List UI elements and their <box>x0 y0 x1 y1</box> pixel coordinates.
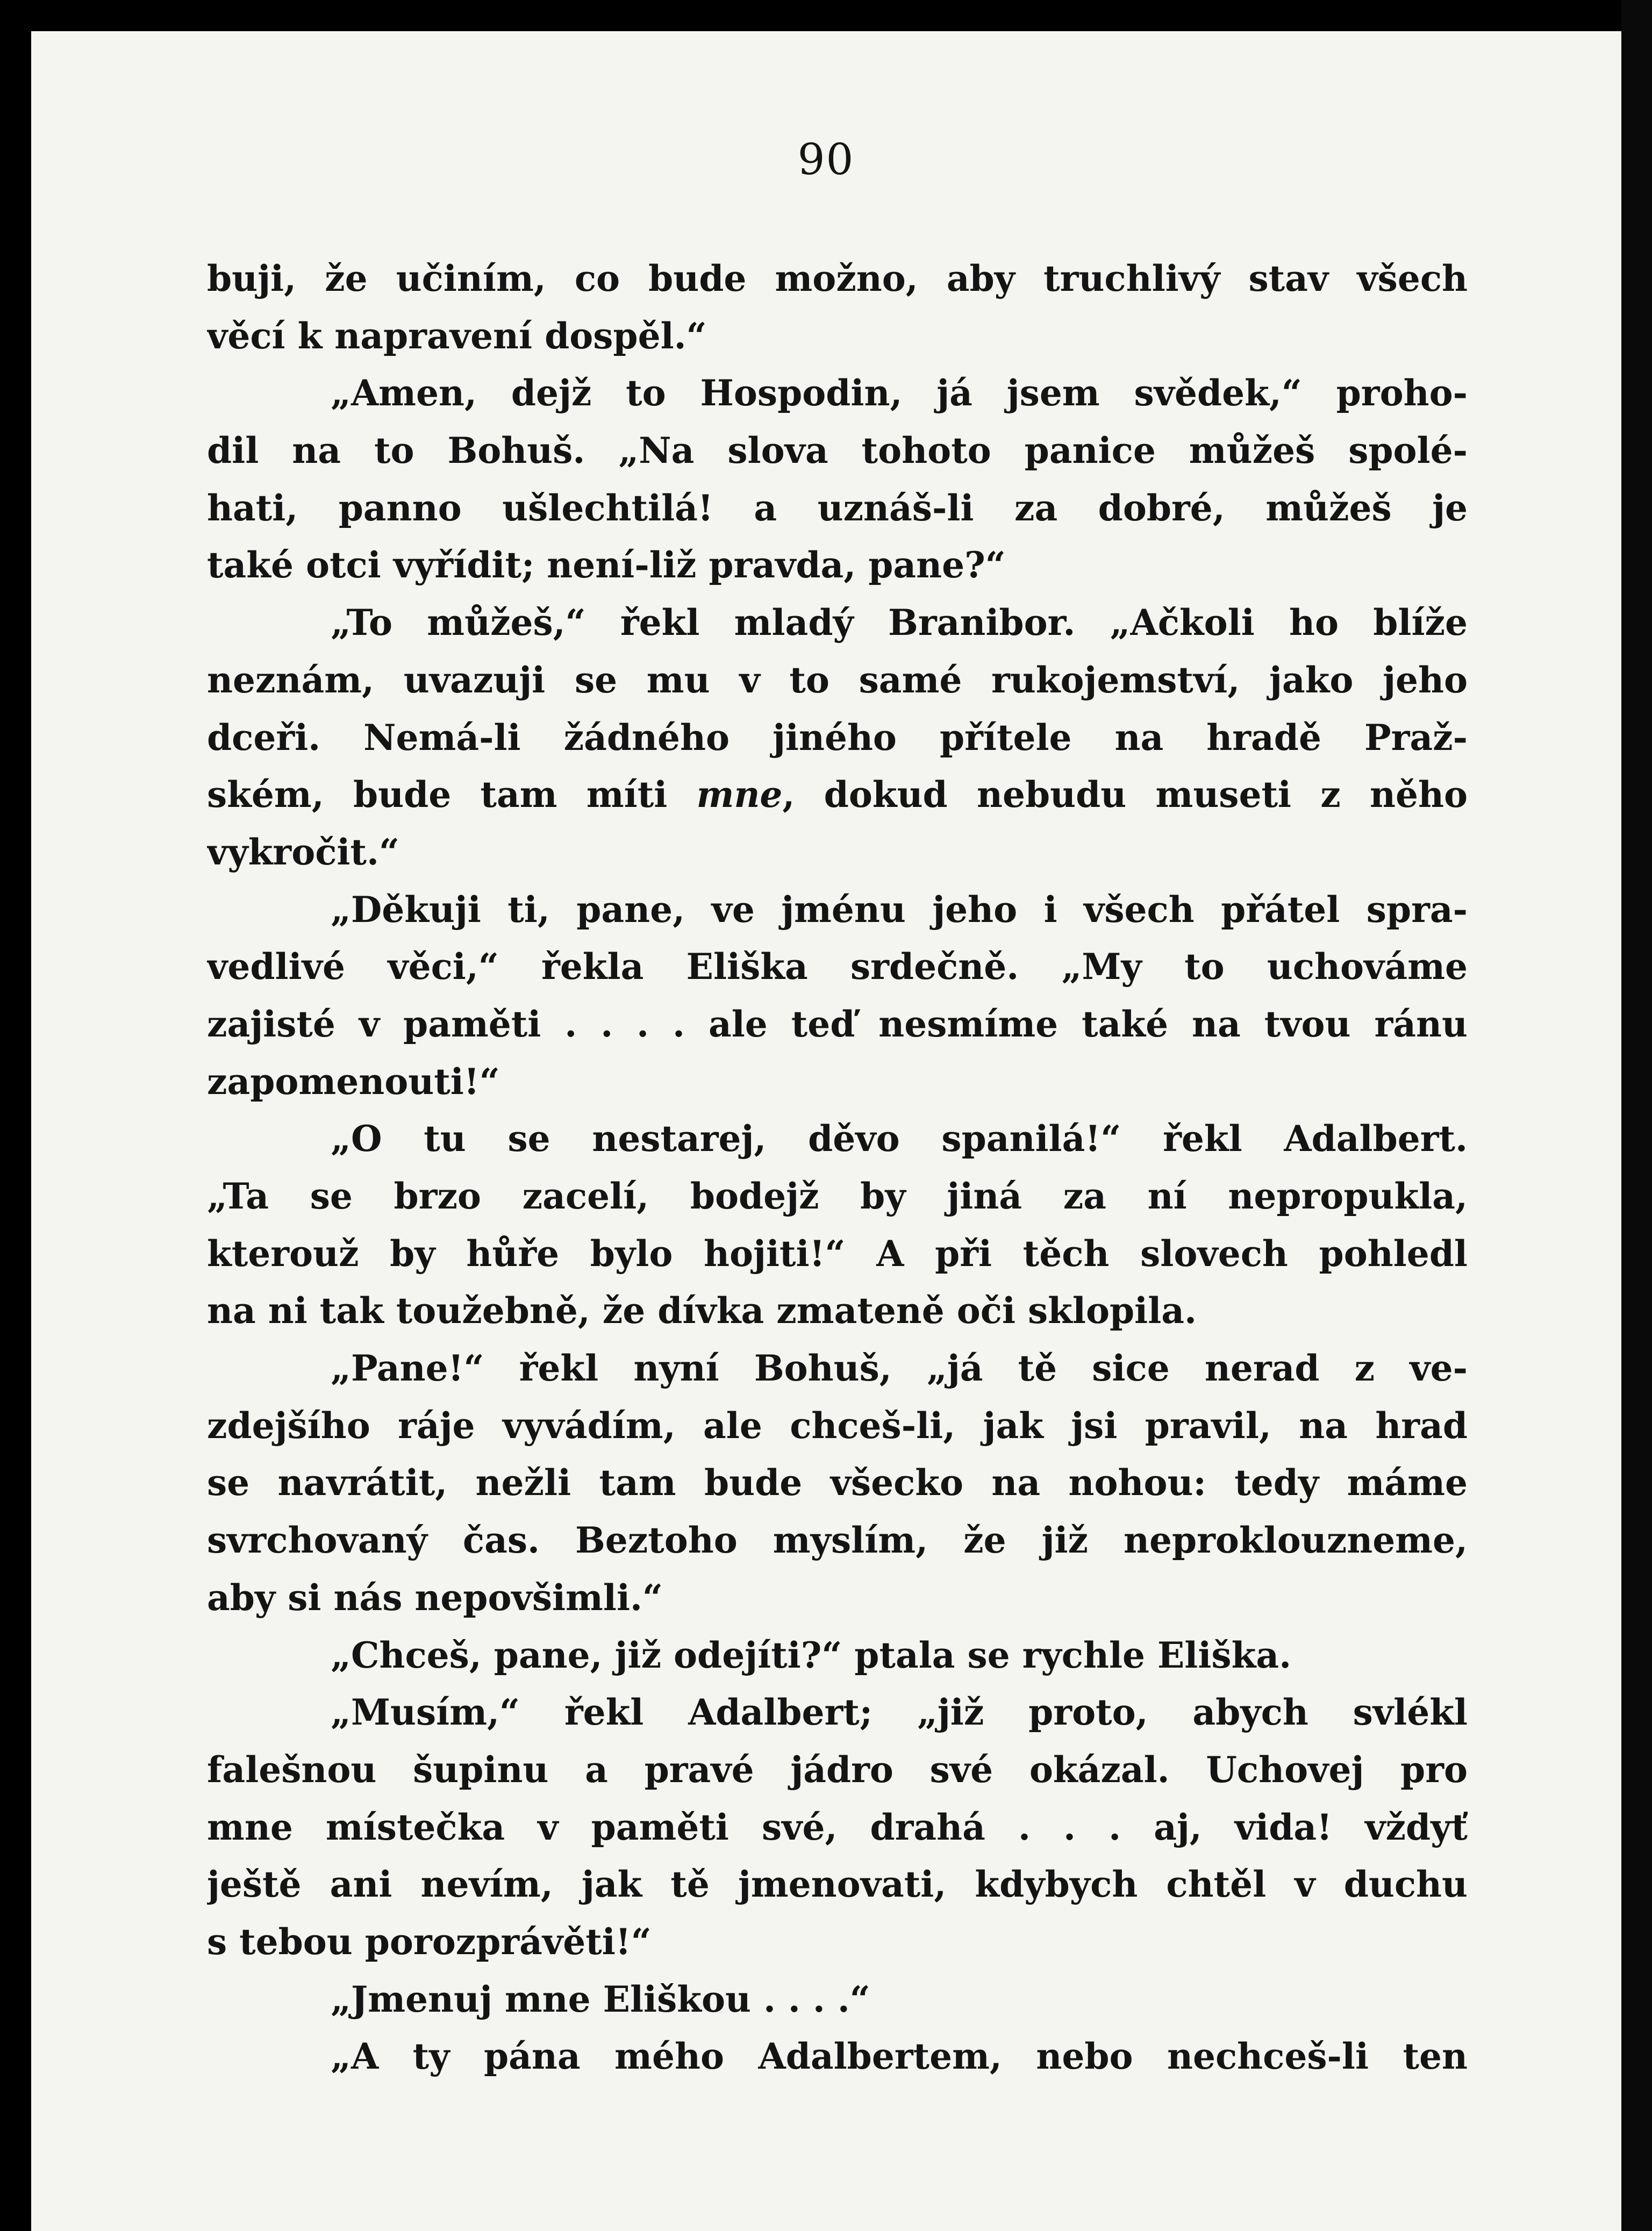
text-line: vedlivé věci,“ řekla Eliška srdečně. „My to uchováme <box>207 946 1468 988</box>
text-line: „Děkuji ti, pane, ve jménu jeho i všech přátel spra- <box>331 888 1468 931</box>
scan-right-edge <box>1621 0 1652 2231</box>
text-line: „Ta se brzo zacelí, bodejž by jiná za ní nepropukla, <box>207 1175 1468 1217</box>
text-line: zapomenouti!“ <box>207 1060 500 1103</box>
text-line: mne místečka v paměti své, drahá . . . aj, vida! vždyť <box>207 1806 1468 1848</box>
text-line: svrchovaný čas. Beztoho myslím, že již neproklouzneme, <box>207 1519 1468 1562</box>
text-line: s tebou porozprávěti!“ <box>207 1920 652 1963</box>
text-line: „O tu se nestarej, děvo spanilá!“ řekl Adalbert. <box>331 1118 1468 1160</box>
emphasized-word: mne <box>696 774 783 816</box>
text-line: hati, panno ušlechtilá! a uznáš-li za dobré, můžeš je <box>207 487 1468 529</box>
text-line: na ni tak toužebně, že dívka zmateně oči sklopila. <box>207 1290 1197 1332</box>
text-line: falešnou šupinu a pravé jádro své okázal. Uchovej pro <box>207 1748 1468 1791</box>
text-line: buji, že učiním, co bude možno, aby truchlivý stav všech <box>207 258 1468 299</box>
text-line: věcí k napravení dospěl.“ <box>207 314 707 357</box>
body-text <box>207 250 1468 2085</box>
text-line: „A ty pána mého Adalbertem, nebo nechceš-li ten <box>331 2035 1468 2078</box>
text-line: „Musím,“ řekl Adalbert; „již proto, abych svlékl <box>331 1691 1468 1734</box>
text-line: neznám, uvazuji se mu v to samé rukojemství, jako jeho <box>207 659 1468 701</box>
text-line: „Jmenuj mne Eliškou . . . .“ <box>331 1978 870 2020</box>
text-line: „Pane!“ řekl nyní Bohuš, „já tě sice nerad z ve- <box>331 1347 1468 1390</box>
text-line: „To můžeš,“ řekl mladý Branibor. „Ačkoli ho blíže <box>331 602 1468 644</box>
text-line-part: ském, bude tam míti <box>207 774 668 816</box>
text-line: zajisté v paměti . . . . ale teď nesmíme také na tvou ránu <box>207 1003 1468 1045</box>
text-line: dil na to Bohuš. „Na slova tohoto panice můžeš spolé- <box>207 430 1468 472</box>
text-line: ještě ani nevím, jak tě jmenovati, kdybych chtěl v duchu <box>207 1863 1468 1906</box>
page-number: 90 <box>797 134 855 184</box>
text-line <box>207 766 1468 824</box>
text-line: také otci vyřídit; není-liž pravda, pane?“ <box>207 544 1006 587</box>
text-line: aby si nás nepovšimli.“ <box>207 1576 663 1619</box>
text-line: „Amen, dejž to Hospodin, já jsem svědek,“ proho- <box>331 372 1468 414</box>
text-line: kterouž by hůře bylo hojiti!“ A při těch slovech pohledl <box>207 1232 1468 1275</box>
text-line: dceři. Nemá-li žádného jiného přítele na hradě Praž- <box>207 716 1468 759</box>
text-line: zdejšího ráje vyvádím, ale chceš-li, jak jsi pravil, na hrad <box>207 1404 1468 1447</box>
text-line-part: , dokud nebudu museti z něho <box>782 774 1468 816</box>
text-line: vykročit.“ <box>207 831 399 873</box>
text-line: „Chceš, pane, již odejíti?“ ptala se rychle Eliška. <box>331 1634 1292 1676</box>
text-line: se navrátit, nežli tam bude všecko na nohou: tedy máme <box>207 1462 1468 1504</box>
